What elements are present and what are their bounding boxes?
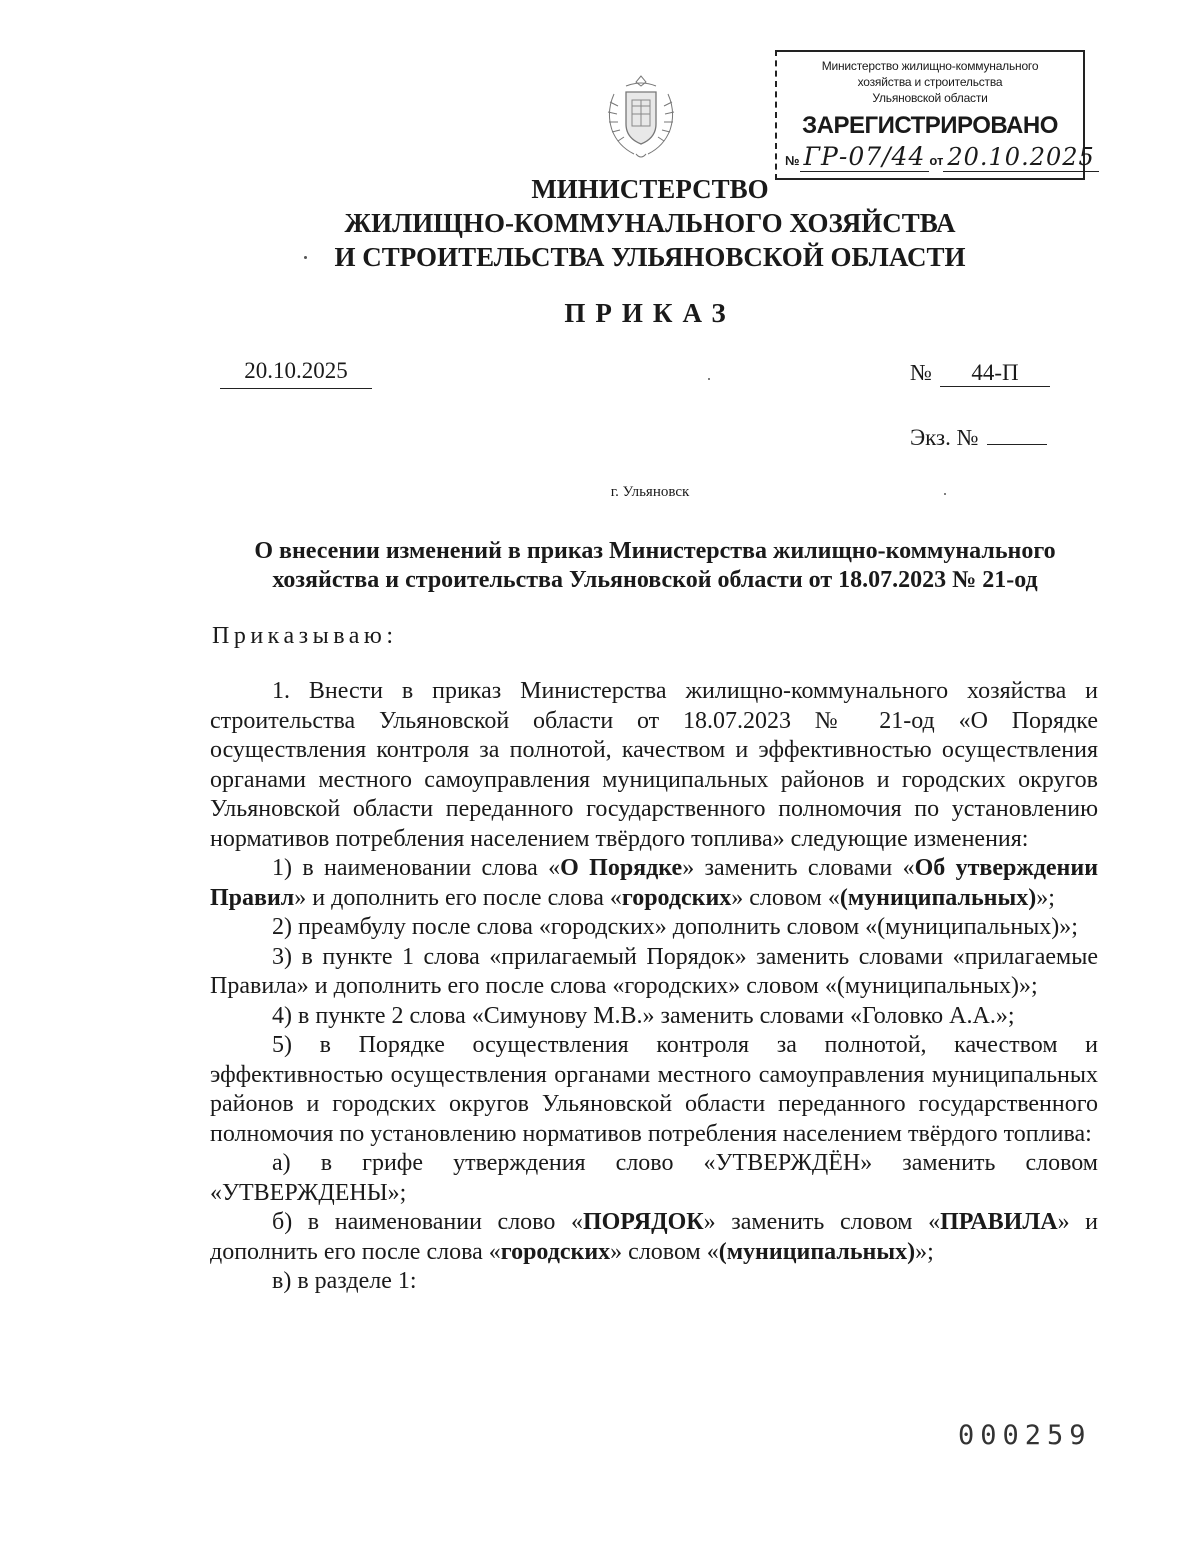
order-body [210,677,1098,1297]
order-number: 44-П [940,360,1050,387]
order-number-field [910,360,1050,387]
copy-number-field [910,424,1047,451]
scan-speck [944,493,946,495]
stamp-registered-label: ЗАРЕГИСТРИРОВАНО [802,112,1058,139]
ministry-line: ЖИЛИЩНО-КОММУНАЛЬНОГО ХОЗЯЙСТВА [344,208,956,238]
paragraph-1: 1. Внести в приказ Министерства жилищно-коммунального хозяйства и строительства Ульяновской области от 18.07.2023 № 21-од «О Порядке осуществления контроля за полнотой, качеством и эффективностью осуществления органами местного самоуправления муниципальных районов и городских округов Ульяновской области переданного государственного полномочия по установлению нормативов потребления населением твёрдого топлива» следующие изменения: [210,678,1098,852]
order-number-label: № [910,360,932,385]
coat-of-arms-icon [596,72,686,164]
stamp-from-label: от [929,153,944,168]
document-type: ПРИКАЗ [564,298,736,328]
order-word: Приказываю: [212,623,398,649]
paragraph-1-2: 2) преамбулу после слова «городских» дополнить словом «(муниципальных)»; [272,914,1078,940]
paragraph-1-5: 5) в Порядке осуществления контроля за полнотой, качеством и эффективностью осуществления органами местного самоуправления муниципальных районов и городских округов Ульяновской области переданного государственного полномочия по установлению нормативов потребления населением твёрдого топлива: [210,1032,1098,1147]
paragraph-v: в) в разделе 1: [272,1268,417,1294]
subject-line: О внесении изменений в приказ Министерства жилищно-коммунального [254,538,1056,564]
stamp-no-label: № [785,153,800,168]
paragraph-b: б) в наименовании слово «ПОРЯДОК» заменить словом «ПРАВИЛА» и дополнить его после слова «городских» словом «(муниципальных)»; [210,1209,1099,1265]
paragraph-1-1: 1) в наименовании слова «О Порядке» заменить словами «Об утверждении Правил» и дополнить его после слова «городских» словом «(муниципальных)»; [210,855,1099,911]
paragraph-1-3: 3) в пункте 1 слова «прилагаемый Порядок» заменить словами «прилагаемые Правила» и дополнить его после слова «городских» словом «(муниципальных)»; [210,943,1098,999]
stamp-org-line: Министерство жилищно-коммунального [821,59,1039,73]
stamp-no-value: ГР-07/44 [800,142,930,172]
stamp-date-value: 20.10.2025 [943,143,1098,172]
stamp-number-line [785,142,1095,171]
paragraph-1-4: 4) в пункте 2 слова «Симунову М.В.» заменить словами «Головко А.А.»; [272,1002,1015,1029]
city: г. Ульяновск [610,484,690,500]
scan-speck [304,256,307,259]
stamp-org-line: Ульяновской области [872,91,988,105]
order-subject [210,537,1100,595]
page-serial-number: 000259 [958,1420,1092,1451]
stamp-organization [777,58,1083,106]
registration-stamp [775,50,1095,180]
ministry-line: МИНИСТЕРСТВО [531,174,769,204]
order-date: 20.10.2025 [220,358,372,389]
copy-number-blank [987,424,1047,445]
stamp-org-line: хозяйства и строительства [857,75,1003,89]
paragraph-a: а) в грифе утверждения слово «УТВЕРЖДЁН» заменить словом «УТВЕРЖДЕНЫ»; [210,1150,1098,1206]
copy-number-label: Экз. № [910,425,979,450]
ministry-name [250,172,1050,274]
ministry-line: И СТРОИТЕЛЬСТВА УЛЬЯНОВСКОЙ ОБЛАСТИ [334,242,966,272]
subject-line: хозяйства и строительства Ульяновской области от 18.07.2023 № 21-од [272,567,1038,593]
scan-speck [708,378,710,380]
